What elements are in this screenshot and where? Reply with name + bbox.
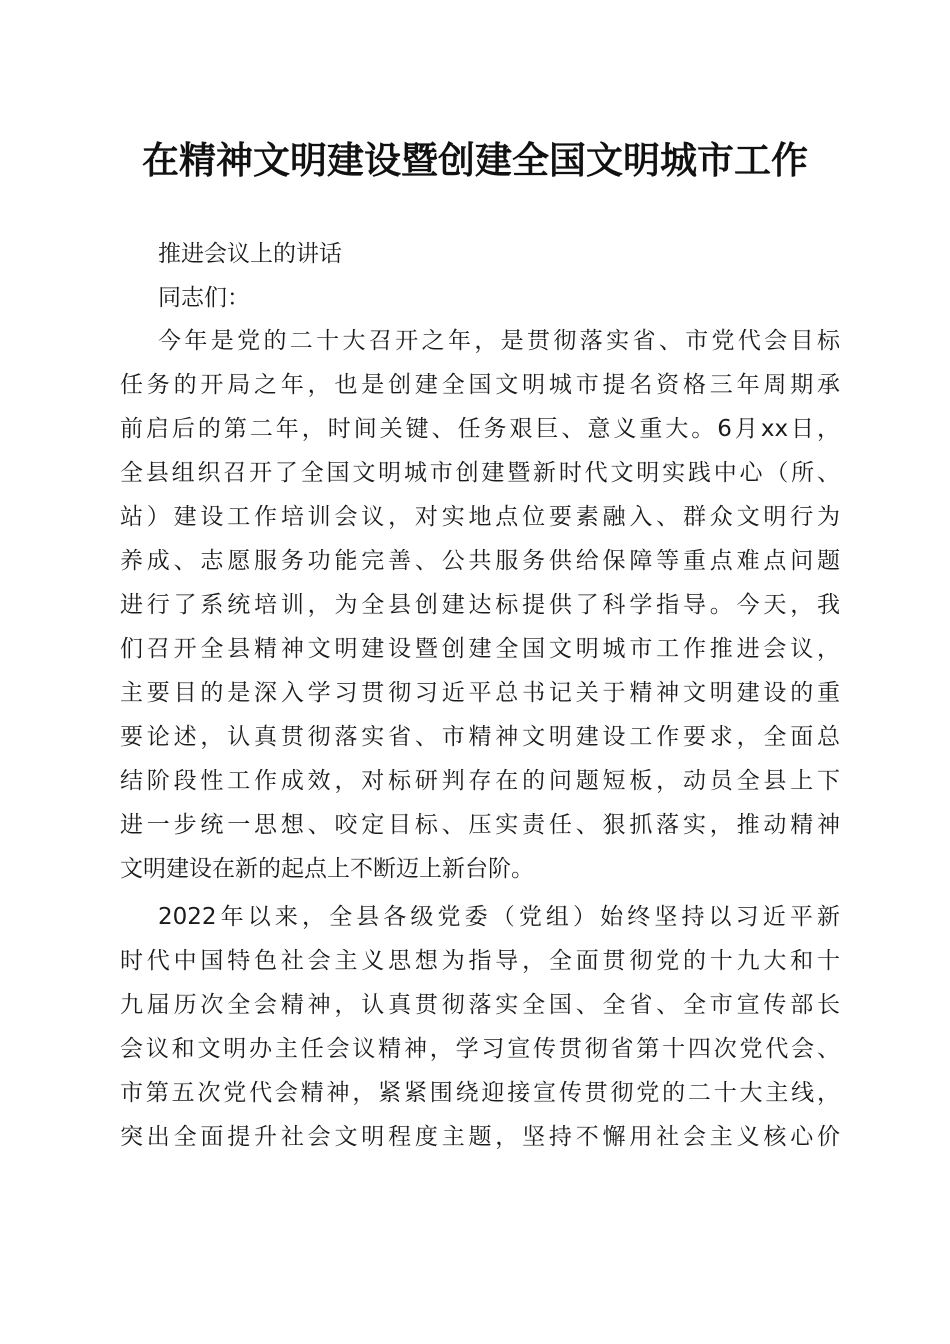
salutation: 同志们：: [158, 285, 250, 311]
paragraph1-line: 全县组织召开了全国文明城市创建暨新时代文明实践中心（所、: [120, 460, 840, 486]
paragraph1-line: 前启后的第二年，时间关键、任务艰巨、意义重大。6月xx日，: [120, 416, 840, 442]
paragraph1-line: 进行了系统培训，为全县创建达标提供了科学指导。今天，我: [120, 592, 840, 618]
paragraph1-line: 们召开全县精神文明建设暨创建全国文明城市工作推进会议，: [120, 636, 840, 662]
paragraph1-line: 要论述，认真贯彻落实省、市精神文明建设工作要求，全面总: [120, 724, 840, 750]
paragraph2-line: 时代中国特色社会主义思想为指导，全面贯彻党的十九大和十: [120, 948, 840, 974]
paragraph1-line: 主要目的是深入学习贯彻习近平总书记关于精神文明建设的重: [120, 680, 840, 706]
paragraph1-line: 养成、志愿服务功能完善、公共服务供给保障等重点难点问题: [120, 548, 840, 574]
paragraph2-line: 突出全面提升社会文明程度主题，坚持不懈用社会主义核心价: [120, 1124, 840, 1150]
paragraph1-line: 文明建设在新的起点上不断迈上新台阶。: [120, 856, 534, 882]
paragraph1-line: 今年是党的二十大召开之年，是贯彻落实省、市党代会目标: [158, 328, 840, 354]
paragraph2-line: 市第五次党代会精神，紧紧围绕迎接宣传贯彻党的二十大主线，: [120, 1080, 840, 1106]
paragraph2-line: 九届历次全会精神，认真贯彻落实全国、全省、全市宣传部长: [120, 992, 840, 1018]
document-title: 在精神文明建设暨创建全国文明城市工作: [142, 138, 808, 182]
paragraph1-line: 结阶段性工作成效，对标研判存在的问题短板，动员全县上下: [120, 768, 840, 794]
paragraph1-line: 进一步统一思想、咬定目标、压实责任、狠抓落实，推动精神: [120, 812, 840, 838]
paragraph2-line: 会议和文明办主任会议精神，学习宣传贯彻省第十四次党代会、: [120, 1036, 840, 1062]
document-subtitle: 推进会议上的讲话: [158, 241, 342, 267]
paragraph2-line: 2022年以来，全县各级党委（党组）始终坚持以习近平新: [158, 904, 840, 930]
paragraph1-line: 站）建设工作培训会议，对实地点位要素融入、群众文明行为: [120, 504, 840, 530]
paragraph1-line: 任务的开局之年，也是创建全国文明城市提名资格三年周期承: [120, 372, 840, 398]
